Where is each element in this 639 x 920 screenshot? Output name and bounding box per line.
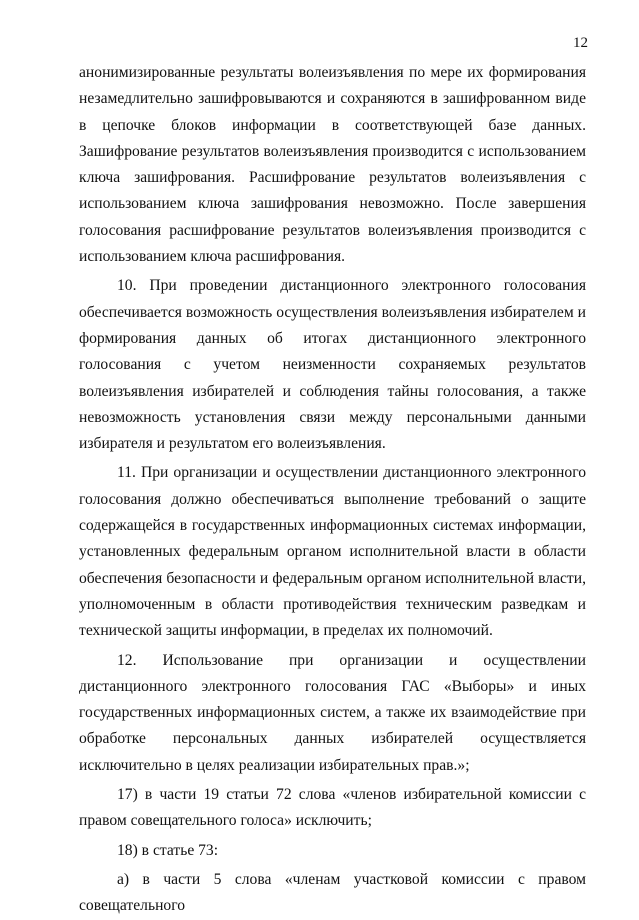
- paragraph-item-11: 11. При организации и осуществлении дистанционного электронного голосования должно обеспечиваться выполнение требований о защите содержащейся в государственных информационных системах информации, установленных федеральным органом исполнительной власти в области обеспечения безопасности и федеральным органом исполнительной власти, уполномоченным в области противодействия техническим разведкам и технической защиты информации, в пределах их полномочий.: [79, 464, 586, 640]
- paragraph-item-12: 12. Использование при организации и осуществлении дистанционного электронного голосования ГАС «Выборы» и иных государственных информационных систем, а также их взаимодействие при обработке персональных данных избирателей осуществляется исключительно в целях реализации избирательных прав.»;: [79, 651, 586, 774]
- paragraph-amendment-18: 18) в статье 73:: [117, 841, 219, 859]
- paragraph-subitem-a: а) в части 5 слова «членам участковой комиссии с правом совещательного: [79, 870, 586, 915]
- paragraph-item-10: 10. При проведении дистанционного электронного голосования обеспечивается возможность осуществления волеизъявления избирателем и формирования данных об итогах дистанционного электронного голосования с учетом неизменности сохраняемых результатов волеизъявления избирателей и соблюдения тайны голосования, а также невозможность установления связи между персональными данными избирателя и результатом его волеизъявления.: [79, 277, 586, 453]
- document-body: [79, 60, 586, 920]
- paragraph-continuation: анонимизированные результаты волеизъявления по мере их формирования незамедлительно зашифровываются и сохраняются в зашифрованном виде в цепочке блоков информации в соответствующей базе данных. Зашифрование результатов волеизъявления производится с использованием ключа зашифрования. Расшифрование результатов волеизъявления с использованием ключа зашифрования невозможно. После завершения голосования расшифрование результатов волеизъявления производится с использованием ключа расшифрования.: [79, 64, 586, 266]
- paragraph-amendment-17: 17) в части 19 статьи 72 слова «членов избирательной комиссии с правом совещательного голоса» исключить;: [79, 786, 586, 830]
- page-number: 12: [573, 35, 588, 51]
